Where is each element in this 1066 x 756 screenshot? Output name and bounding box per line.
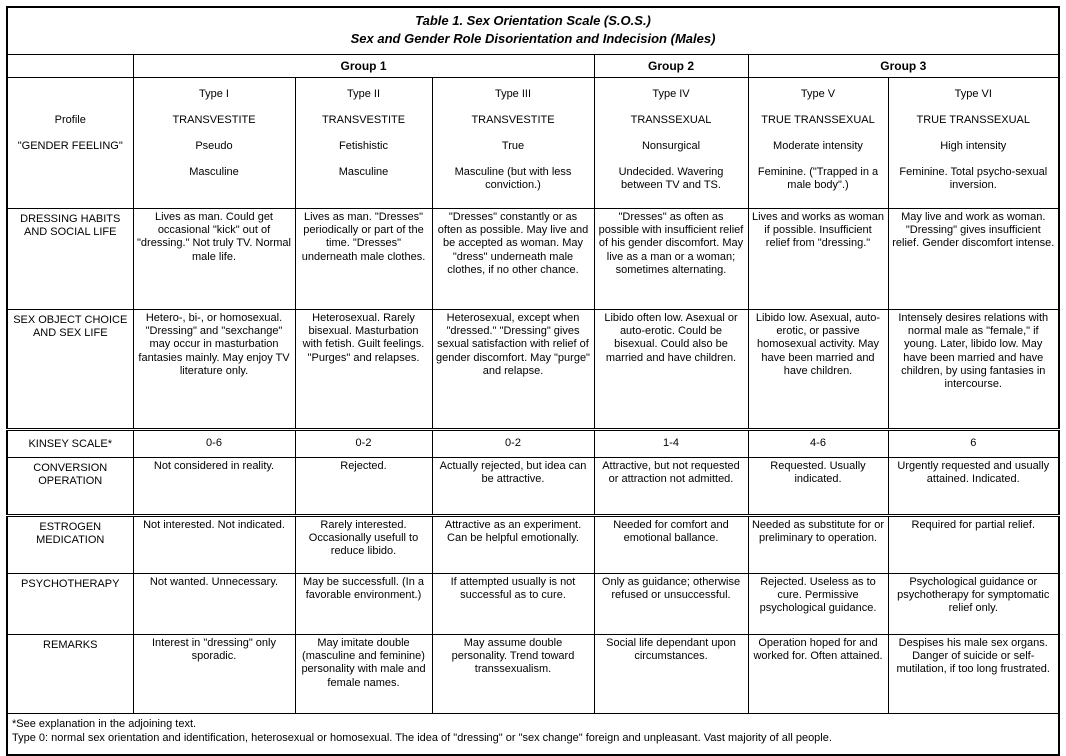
table-cell: 0-2 [432,430,594,458]
table-cell: Heterosexual. Rarely bisexual. Masturbation with fetish. Guilt feelings. "Purges" and relapses. [295,310,432,430]
type-number: Type IV [652,88,690,100]
type-subtype: Moderate intensity [773,140,863,152]
type-number: Type III [494,88,532,100]
table-cell: Libido often low. Asexual or auto-erotic. Could be bisexual. Could also be married and have children. [594,310,748,430]
table-cell: Heterosexual, except when "dressed." "Dressing" gives sexual satisfaction with relief of gender discomfort. May "purge" and relapse. [432,310,594,430]
table-cell: Actually rejected, but idea can be attractive. [432,458,594,516]
type-name: TRANSVESTITE [471,114,555,126]
type-header-5 [748,78,888,209]
table-cell: Only as guidance; otherwise refused or unsuccessful. [594,574,748,635]
table-cell: Interest in "dressing" only sporadic. [133,635,295,714]
table-cell: Operation hoped for and worked for. Often attained. [748,635,888,714]
table-cell: Lives as man. Could get occasional "kick" out of "dressing." Not truly TV. Normal male life. [133,209,295,310]
type-name: TRUE TRANSSEXUAL [916,114,1030,126]
table-cell: Psychological guidance or psychotherapy for symptomatic relief only. [888,574,1059,635]
table-cell: Despises his male sex organs. Danger of suicide or self-mutilation, if too long frustrated. [888,635,1059,714]
table-cell: Not interested. Not indicated. [133,516,295,574]
type-header-4 [594,78,748,209]
table-cell: If attempted usually is not successful as to cure. [432,574,594,635]
type-header-2 [295,78,432,209]
type-name: TRUE TRANSSEXUAL [761,114,875,126]
group1-header: Group 1 [133,55,594,78]
type-name: TRANSSEXUAL [630,114,712,126]
row-label-sex-object-choice: SEX OBJECT CHOICE AND SEX LIFE [7,310,133,430]
table-cell: Not considered in reality. [133,458,295,516]
row-label-estrogen-medication: ESTROGEN MEDICATION [7,516,133,574]
table-cell: Required for partial relief. [888,516,1059,574]
table-cell: 6 [888,430,1059,458]
table-cell: Not wanted. Unnecessary. [133,574,295,635]
type-subtype: High intensity [940,140,1007,152]
type-header-6 [888,78,1059,209]
type-header-3 [432,78,594,209]
profile-header-cell [7,78,133,209]
table-cell: Requested. Usually indicated. [748,458,888,516]
table-cell: Lives and works as woman if possible. Insufficient relief from "dressing." [748,209,888,310]
table-cell: 1-4 [594,430,748,458]
table-cell: May imitate double (masculine and feminine) personality with male and female names. [295,635,432,714]
table-cell: May be successfull. (In a favorable environment.) [295,574,432,635]
type-feeling: Feminine. ("Trapped in a male body".) [757,166,879,192]
table-cell: Rarely interested. Occasionally usefull to reduce libido. [295,516,432,574]
type-feeling: Undecided. Wavering between TV and TS. [618,166,724,192]
type-feeling: Feminine. Total psycho-sexual inversion. [899,166,1048,192]
group3-header: Group 3 [748,55,1059,78]
type-name: TRANSVESTITE [321,114,406,126]
type-number: Type I [199,88,229,100]
group2-header: Group 2 [594,55,748,78]
footnotes-cell [7,714,1059,756]
table-cell: May assume double personality. Trend toward transsexualism. [432,635,594,714]
type-number: Type VI [954,88,992,100]
table-cell: "Dresses" as often as possible with insufficient relief of his gender discomfort. May live as a man or a woman; sometimes alternating. [594,209,748,310]
footnote-type0: Type 0: normal sex orientation and identification, heterosexual or homosexual. The idea of "dressing" or "sex change" foreign and unpleasant. Vast majority of all people. [12,732,832,745]
table-cell: 0-6 [133,430,295,458]
table-cell: "Dresses" constantly or as often as possible. May live and be accepted as woman. May "dress" underneath male clothes, if no other chance. [432,209,594,310]
table-cell: Lives as man. "Dresses" periodically or part of the time. "Dresses" underneath male clothes. [295,209,432,310]
table-cell: Attractive as an experiment. Can be helpful emotionally. [432,516,594,574]
row-label-dressing-habits: DRESSING HABITS AND SOCIAL LIFE [7,209,133,310]
table-cell: Libido low. Asexual, auto-erotic, or passive homosexual activity. May have been married and have children. [748,310,888,430]
table-cell: Urgently requested and usually attained. Indicated. [888,458,1059,516]
table-cell: Needed for comfort and emotional ballance. [594,516,748,574]
table-title-line2: Sex and Gender Role Disorientation and Indecision (Males) [350,30,716,46]
table-cell: Hetero-, bi-, or homosexual. "Dressing" and "sexchange" may occur in masturbation fantasies mainly. May enjoy TV literature only. [133,310,295,430]
row-label-remarks: REMARKS [7,635,133,714]
profile-spacer [11,88,130,114]
table-title-line1: Table 1. Sex Orientation Scale (S.O.S.) [415,13,651,28]
table-cell: 0-2 [295,430,432,458]
footnote-asterisk: *See explanation in the adjoining text. [12,718,197,730]
type-feeling: Masculine [189,166,239,178]
type-subtype: Fetishistic [339,140,388,152]
table-cell: Needed as substitute for or preliminary to operation. [748,516,888,574]
gender-feeling-label: "GENDER FEELING" [17,140,123,152]
table-cell: May live and work as woman. "Dressing" gives insufficient relief. Gender discomfort intense. [888,209,1059,310]
row-label-conversion-operation: CONVERSION OPERATION [7,458,133,516]
profile-label: Profile [54,114,86,126]
table-cell: Social life dependant upon circumstances. [594,635,748,714]
table-cell: Rejected. Useless as to cure. Permissive psychological guidance. [748,574,888,635]
type-subtype: Nonsurgical [641,140,701,152]
corner-cell [7,55,133,78]
type-number: Type II [346,88,381,100]
sos-table [6,6,1060,756]
type-feeling: Masculine [338,166,389,178]
table-cell: Intensely desires relations with normal male as "female," if young. Later, libido low. May have been married and have children, by using fantasies in intercourse. [888,310,1059,430]
table-cell: Rejected. [295,458,432,516]
type-header-1 [133,78,295,209]
row-label-psychotherapy: PSYCHOTHERAPY [7,574,133,635]
type-subtype: Pseudo [195,140,233,152]
table-cell: Attractive, but not requested or attraction not admitted. [594,458,748,516]
table-cell: 4-6 [748,430,888,458]
type-subtype: True [501,140,525,152]
row-label-kinsey-scale: KINSEY SCALE* [7,430,133,458]
table-title-cell [7,7,1059,55]
type-name: TRANSVESTITE [172,114,256,126]
type-number: Type V [800,88,836,100]
type-feeling: Masculine (but with less conviction.) [454,166,572,192]
